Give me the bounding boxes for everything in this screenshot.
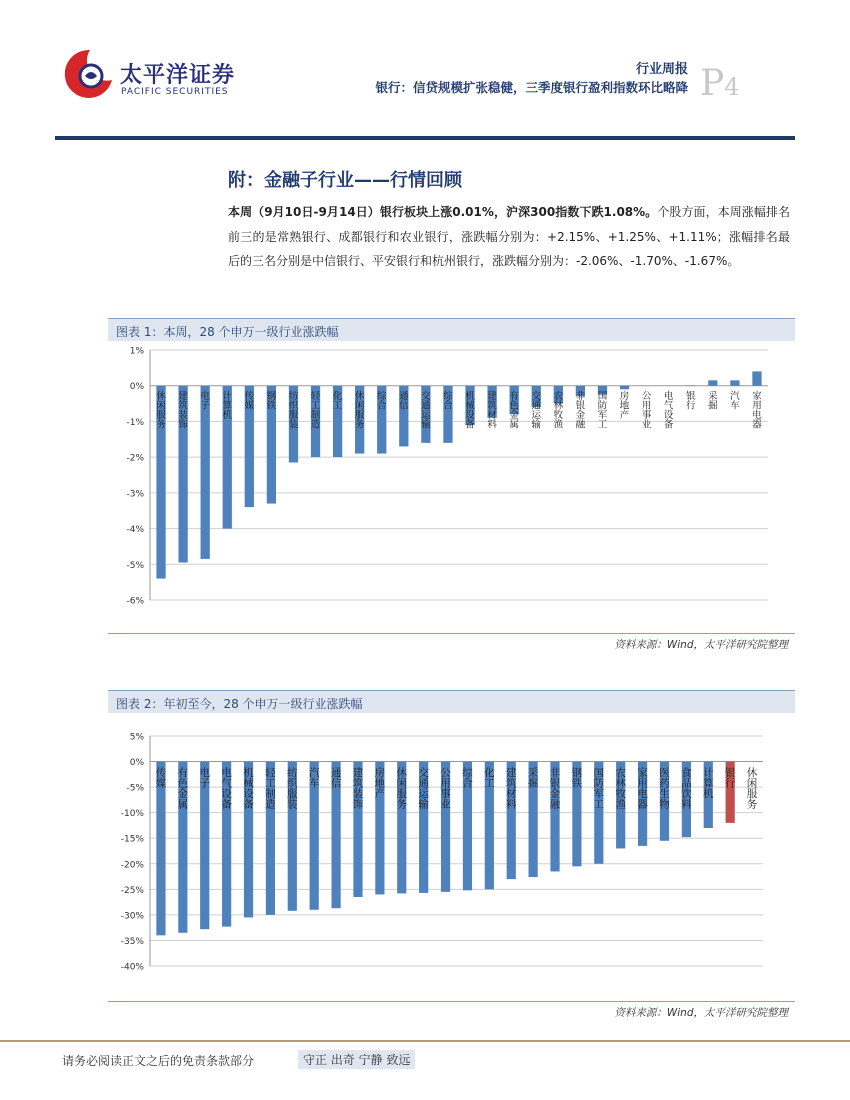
chart2-category-label: 公用事业 <box>440 767 451 811</box>
chart1-ytick-label: 0% <box>129 382 144 393</box>
chart2-category-label: 休闲服务 <box>396 767 408 811</box>
chart1-category-label: 机械设备 <box>465 391 475 431</box>
logo-english-name: PACIFIC SECURITIES <box>121 87 229 97</box>
chart1-category-label: 房地产 <box>619 391 630 422</box>
chart2-category-label: 国防军工 <box>593 767 605 811</box>
chart1-bar <box>620 386 629 390</box>
chart2-category-label: 电子 <box>199 767 210 790</box>
figure2-bottom-rule <box>108 1001 795 1002</box>
chart1-category-label: 电气设备 <box>663 391 674 431</box>
section-title: 附：金融子行业——行情回顾 <box>228 170 462 191</box>
chart2-category-label: 轻工制造 <box>265 767 276 811</box>
chart1-ytick-label: -3% <box>126 489 144 500</box>
chart1-category-label: 交通运输 <box>531 391 542 431</box>
chart2-ytick-label: -5% <box>126 783 144 794</box>
chart2-category-label: 建筑材料 <box>505 767 517 811</box>
chart1-ytick-label: -5% <box>126 560 144 571</box>
figure1-source: 资料来源：Wind，太平洋研究院整理 <box>614 639 788 651</box>
chart2-category-label: 计算机 <box>703 767 714 801</box>
logo-chinese-name: 太平洋证券 <box>120 63 236 88</box>
chart1-category-label: 交通运输 <box>421 391 431 431</box>
chart2-category-label: 纺织服装 <box>287 767 298 811</box>
chart1-ytick-label: -6% <box>126 596 144 607</box>
chart2-ytick-label: -40% <box>120 962 144 973</box>
figure2-source: 资料来源：Wind，太平洋研究院整理 <box>614 1007 788 1019</box>
footer-divider <box>0 1040 850 1042</box>
chart2-ytick-label: -25% <box>120 885 144 896</box>
chart1-category-label: 通信 <box>399 391 409 412</box>
chart1-bar <box>708 380 717 385</box>
chart2-category-label: 农林牧渔 <box>615 767 626 811</box>
chart1-ytick-label: 1% <box>129 346 144 357</box>
chart2-category-label: 电气设备 <box>221 767 232 811</box>
footer-disclaimer: 请务必阅读正文之后的免责条款部分 <box>62 1054 255 1068</box>
chart1-category-label: 银行 <box>685 391 696 412</box>
chart1-bar <box>752 371 761 385</box>
chart1-category-label: 传媒 <box>244 391 255 412</box>
chart1-category-label: 钢铁 <box>266 391 277 412</box>
chart1-ytick-label: -4% <box>126 525 144 536</box>
chart1-category-label: 农林牧渔 <box>553 391 564 431</box>
chart2-category-label: 通信 <box>330 767 342 790</box>
chart2-category-label: 建筑装饰 <box>352 767 364 811</box>
chart2-category-label: 机械设备 <box>243 767 254 811</box>
figure1-bottom-rule <box>108 633 795 634</box>
chart2-category-label: 有色金属 <box>177 767 189 811</box>
chart2-ytick-label: -20% <box>120 860 144 871</box>
chart1-category-label: 建筑材料 <box>487 391 497 431</box>
page-number <box>700 64 740 107</box>
chart2-category-label: 房地产 <box>374 767 386 801</box>
chart1-category-label: 纺织服装 <box>288 391 299 431</box>
chart1-category-label: 综合 <box>443 391 453 412</box>
chart2-category-label: 化工 <box>484 767 495 790</box>
report-title: 银行：信贷规模扩张稳健，三季度银行盈利指数环比略降 <box>375 80 688 95</box>
chart1-category-label: 综合 <box>376 391 387 412</box>
chart2-category-label: 休闲服务 <box>746 767 758 811</box>
figure1-title: 图表 1：本周，28 个申万一级行业涨跌幅 <box>116 325 339 339</box>
chart2-category-label: 食品饮料 <box>681 767 692 811</box>
chart2-category-label: 非银金融 <box>549 767 561 811</box>
chart2-category-label: 医药生物 <box>659 767 670 811</box>
chart1-category-label: 轻工制造 <box>310 391 321 431</box>
paragraph-body: 个股方面，本周涨幅排名前三的是常熟银行、成都银行和农业银行，涨跌幅分别为：+2.15%、+1.25%、+1.11%；涨幅排名最后的三名分别是中信银行、平安银行和杭州银行，涨跌幅分别为：-2.06%、-1.70%、-1.67%。 <box>228 205 790 268</box>
chart1-category-label: 采掘 <box>708 391 718 412</box>
chart1-bar <box>730 380 739 385</box>
chart1-ytick-label: -1% <box>126 417 144 428</box>
chart1-category-label: 非银金融 <box>575 391 586 431</box>
page-prefix: P <box>700 63 725 104</box>
chart1-category-label: 公用事业 <box>641 391 652 431</box>
header-divider <box>55 136 795 140</box>
chart2-ytick-label: -30% <box>120 911 144 922</box>
chart1-category-label: 休闲服务 <box>354 391 365 431</box>
chart2-category-label: 传媒 <box>155 767 167 790</box>
chart2-category-label: 交通运输 <box>418 767 429 811</box>
chart2-category-label: 综合 <box>462 767 473 790</box>
report-category: 行业周报 <box>635 62 688 77</box>
figure2-bar-chart <box>108 718 795 1000</box>
chart2-ytick-label: -35% <box>120 936 144 947</box>
chart1-category-label: 国防军工 <box>597 391 608 431</box>
chart1-category-label: 电子 <box>200 391 210 412</box>
chart2-category-label: 家用电器 <box>637 767 648 811</box>
figure2-title: 图表 2：年初至今，28 个申万一级行业涨跌幅 <box>116 697 363 711</box>
chart2-ytick-label: 0% <box>129 758 144 769</box>
chart1-category-label: 有色金属 <box>509 391 519 431</box>
chart2-category-label: 钢铁 <box>571 767 583 790</box>
paragraph-lead: 本周（9月10日-9月14日）银行板块上涨0.01%，沪深300指数下跌1.08%。 <box>228 205 658 219</box>
page-number-value: 4 <box>724 73 740 101</box>
chart2-category-label: 银行 <box>724 767 736 790</box>
chart1-category-label: 休闲服务 <box>156 391 166 431</box>
chart1-category-label: 化工 <box>332 391 343 412</box>
chart2-ytick-label: -10% <box>120 809 144 820</box>
section-paragraph <box>228 200 790 274</box>
pacific-securities-logo-icon <box>60 46 116 102</box>
chart1-category-label: 汽车 <box>730 391 740 412</box>
chart2-ytick-label: 5% <box>129 732 144 743</box>
chart2-category-label: 汽车 <box>308 767 320 790</box>
chart1-ytick-label: -2% <box>126 453 144 464</box>
chart2-ytick-label: -15% <box>120 834 144 845</box>
footer-motto: 守正 出奇 宁静 致远 <box>298 1050 415 1069</box>
chart2-category-label: 采掘 <box>527 767 539 790</box>
figure1-bar-chart <box>108 342 795 632</box>
chart1-category-label: 家用电器 <box>752 391 762 431</box>
chart1-category-label: 计算机 <box>222 391 233 422</box>
chart1-category-label: 建筑装饰 <box>178 391 188 431</box>
